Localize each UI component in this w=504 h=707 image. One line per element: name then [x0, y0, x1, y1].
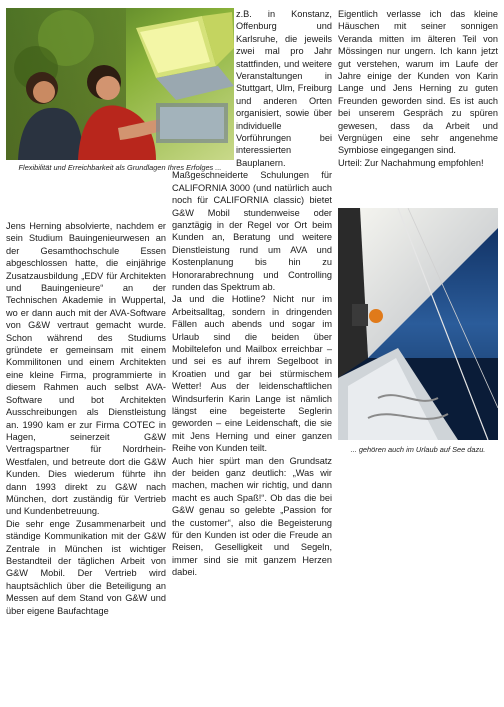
- col2-paragraph-2: Maßgeschneiderte Schulungen für CALIFORNIA 3000 (und natürlich auch noch für CALIFORNIA classic) bietet G&W Mobil stundenweise oder ganztägig in der Regel vor Ort beim Kunden an, Beratung und weitere Dienstleistung rund um AVA und Kostenplanung bis hin zu Honorarabrechnung und Controlling runden das Spektrum ab.: [172, 170, 332, 292]
- col2-paragraph-3: Ja und die Hotline? Nicht nur im Arbeitsalltag, sondern in dringenden Fällen auch abends und sogar im Urlaub sind die beiden über Mobiltelefon und Mailbox erreichbar – und sei es auf ihrem Segelboot in Kroatien und gar bei stürmischem Wetter! Aus der leidenschaftlichen Windsurferin Karin Lange ist nämlich längst eine begeisterte Seglerin geworden – eine Leidenschaft, die sie mit Jens Herning und einer ganzen Reihe von Kunden teilt.: [172, 294, 332, 454]
- photo-laptop-caption: Flexibilität und Erreichbarkeit als Grundlagen Ihres Erfolges ...: [18, 163, 222, 172]
- col1-paragraph-1: Jens Herning absolvierte, nachdem er sein Studium Bauingenieurwesen an der Gesamthochschule Essen abgeschlossen hatte, die einjährige Zusatzausbildung „EDV für Architekten und Bauingenieure“ an der Technischen Akademie in Wuppertal, wo er dann auch mit der AVA-Software von G&W vertraut gemacht wurde. Schon während des Studiums gründete er gemeinsam mit einem Kommilitonen und einem Architekten eine kleine Firma, programmierte in diesem Rahmen auch selbst AVA-Software und bot Architekten Ausschreibungen als Dienstleistung an. 1990 kam er zur Firma COTEC in Hagen, seinerzeit G&W Vertragspartner für Nordrhein-Westfalen, und betreute dort die G&W Kunden. Dies wiederum führte ihn dann 1993 direkt zu G&W nach München, dort zuständig für Vertrieb und Kundenbetreuung.: [6, 221, 166, 517]
- photo-sailboat: [338, 208, 498, 440]
- col3-paragraph-1: Eigentlich verlasse ich das kleine Häuschen mit seiner sonnigen Veranda mitten im älteren Teil von Mössingen nur ungern. Ich kann jetzt gut verstehen, warum im Laufe der Jahre einige der Kunden von Karin Lange und Jens Herning zu guten Freunden geworden sind. Es ist auch bei unserem Gespräch zu spüren gewesen, dass da Arbeit und Vergnügen eine sehr angenehme Symbiose eingegangen sind.: [338, 9, 498, 156]
- column-3: [338, 8, 498, 169]
- photo-sailboat-image: [338, 208, 498, 440]
- col2-paragraph-4: Auch hier spürt man den Grundsatz der beiden ganz deutlich: „Was wir machen, machen wir richtig, und dann macht es auch Spaß!“. Ob das die bei G&W genau so gelebte „Passion for the customer“, also die Begeisterung für den Kunden ist oder die Freude an Reisen, Geselligkeit und Segeln, immer sind sie mit ganzem Herzen dabei.: [172, 455, 332, 578]
- col1-paragraph-2: Die sehr enge Zusammenarbeit und ständige Kommunikation mit der G&W Zentrale in München ist wichtiger Bestandteil der täglichen Arbeit von G&W Mobil. Der Vertrieb wird hauptsächlich über die Beteiligung an Messen auf dem Stand von G&W und über eigene Baufachtage: [6, 518, 166, 616]
- photo-sailboat-caption: ... gehören auch im Urlaub auf See dazu.: [350, 445, 486, 454]
- col3-paragraph-2: Urteil: Zur Nachahmung empfohlen!: [338, 157, 484, 168]
- col2-paragraph-1: z.B. in Konstanz, Offenburg und Karlsruhe, die jeweils zwei mal pro Jahr stattfinden, und weitere Veranstaltungen in Stuttgart, Ulm, Freiburg und anderen Orten organisiert, sowie über individuelle Vorführungen bei interessierten Bauplanern.: [236, 9, 332, 168]
- column-2: [172, 8, 332, 579]
- column-1: [6, 220, 166, 617]
